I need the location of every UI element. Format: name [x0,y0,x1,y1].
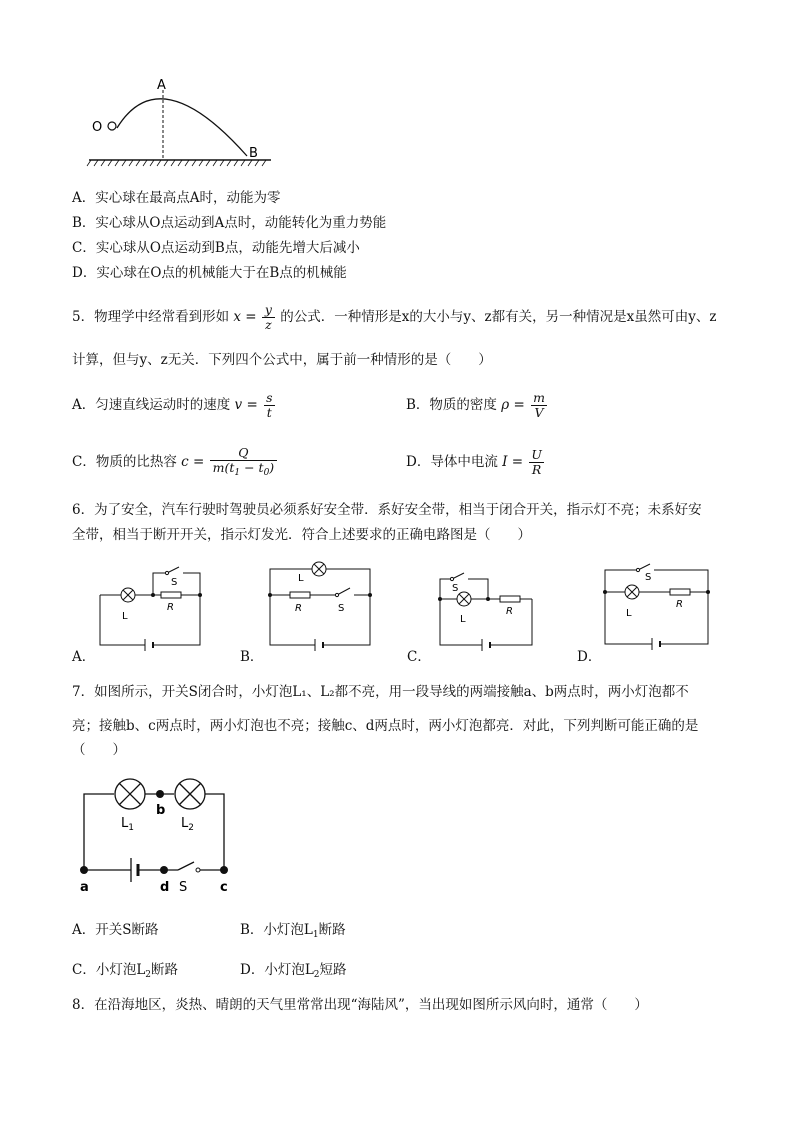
q5-stem-line1: 5．物理学中经常看到形如 x = $\frac{y}{z}$ 的公式．一种情形是x的大小与y、z都有关，另一种情况是x虽然可由y、z [72,302,717,332]
svg-text:S: S [452,583,459,594]
svg-text:R: R [506,606,513,617]
svg-text:S: S [179,880,188,895]
q7-stem-line1: 7．如图所示，开关S闭合时，小灯泡L₁、L₂都不亮，用一段导线的两端接触a、b两点时，两小灯泡都不 [72,684,689,700]
q6-option-b-letter: B． [240,649,264,665]
q6-circuit-a [95,565,210,655]
q5-option-a: A．匀速直线运动时的速度 v = $\frac{s}{t}$ [72,388,277,422]
svg-text:R: R [676,599,683,610]
q7-circuit-figure [76,772,241,897]
svg-text:L2: $L_2$ [181,816,194,833]
q6-option-d-letter: D． [577,649,602,665]
q5-formula: $\frac{y}{z}$ [262,303,275,332]
svg-text:R: R [167,602,174,613]
q8-stem-line1: 8．在沿海地区，炎热、晴朗的天气里常常出现“海陆风”，当出现如图所示风向时，通常（ ） [72,997,648,1013]
q4-option-a: A．实心球在最高点A时，动能为零 [72,190,281,206]
svg-text:a: a [80,880,89,895]
label-O: O [92,120,103,135]
q7-stem-line2: 亮；接触b、c两点时，两小灯泡也不亮；接触c、d两点时，两小灯泡都亮．对此，下列判断可能正确的是 [72,718,699,734]
svg-text:L: L [626,608,632,619]
q6-circuit-b [262,558,377,653]
trajectory-figure [85,78,275,173]
svg-text:b: b [156,803,166,818]
svg-text:S: S [645,572,652,583]
q4-option-d: D．实心球在O点的机械能大于在B点的机械能 [72,265,347,281]
svg-text:L: L [460,614,466,625]
label-B: B [249,146,258,161]
label-A: A [157,78,166,93]
q7-option-d: D．小灯泡$L_2$短路 [240,962,347,980]
svg-text:S: S [171,577,178,588]
svg-text:c: c [220,880,228,895]
svg-text:S: S [338,603,345,614]
q4-option-b: B．实心球从O点运动到A点时，动能转化为重力势能 [72,215,387,231]
q6-option-c-letter: C． [407,649,431,665]
svg-text:d: d [160,880,170,895]
q7-stem-line3: （ ） [72,742,126,758]
svg-text:R: R [295,603,302,614]
q5-option-d: D．导体中电流 I = $\frac{U}{R}$ [406,444,546,480]
q6-circuit-d [600,562,715,654]
q5-option-b: B．物质的密度 ρ = $\frac{m}{V}$ [406,390,545,420]
q5-stem-line2: 计算，但与y、z无关．下列四个公式中，属于前一种情形的是（ ） [72,352,492,368]
svg-text:L: L [298,573,304,584]
svg-text:L: L [122,611,128,622]
q6-circuit-c [432,565,547,655]
q6-stem-line1: 6．为了安全，汽车行驶时驾驶员必须系好安全带．系好安全带，相当于闭合开关，指示灯不亮；未系好安 [72,502,702,518]
q7-option-c: C．小灯泡$L_2$断路 [72,962,179,980]
q6-stem-line2: 全带，相当于断开开关，指示灯发光．符合上述要求的正确电路图是（ ） [72,527,531,543]
q5-option-c: C．物质的比热容 c = $\frac{Q}{m(t_1 - t_0)}$ [72,444,278,480]
q7-option-b: B．小灯泡$L_1$断路 [240,922,346,940]
svg-text:L1: $L_1$ [121,816,134,833]
q4-option-c: C．实心球从O点运动到B点，动能先增大后减小 [72,240,360,256]
q7-option-a: A．开关S断路 [72,922,159,938]
q6-option-a-letter: A． [72,649,96,665]
